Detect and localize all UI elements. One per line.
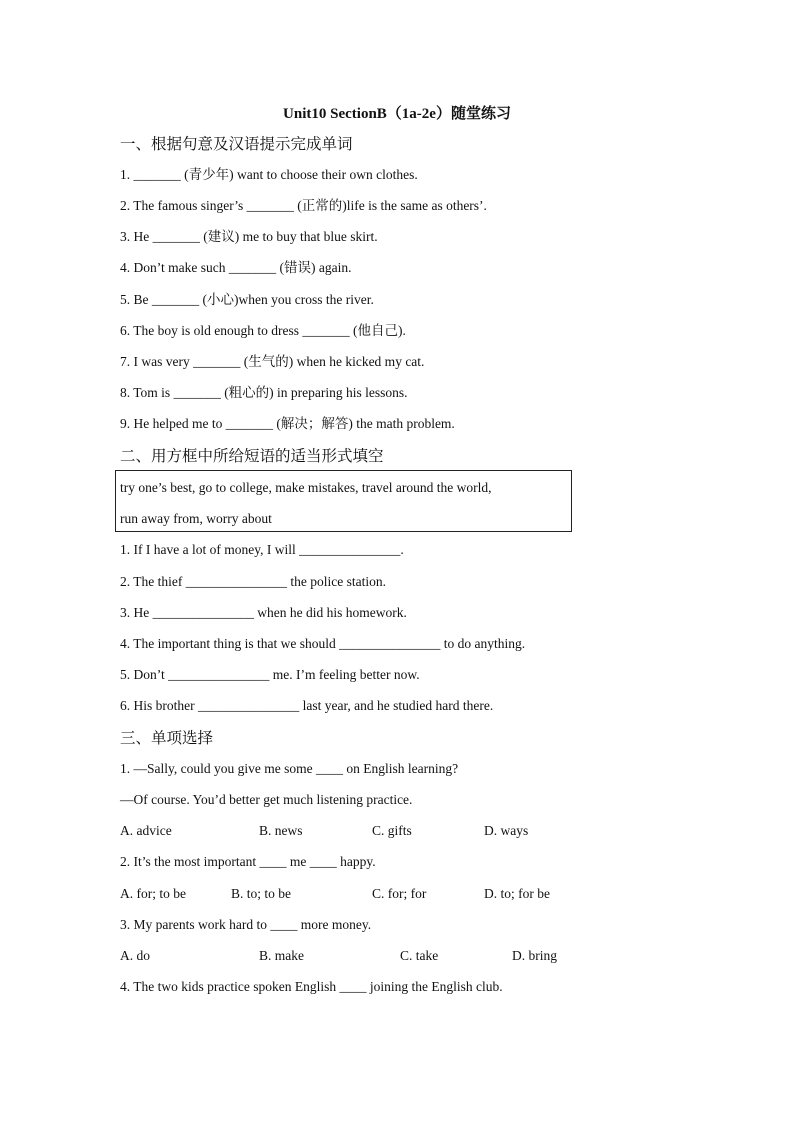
s2-item-6: 6. His brother _______________ last year, and he studied hard there. — [120, 698, 494, 713]
s3-question-4: 4. The two kids practice spoken English ____ joining the English club. — [120, 979, 503, 994]
s1-item-7: 7. I was very _______ (生气的) when he kicked my cat. — [120, 354, 425, 369]
s1-item-8: 8. Tom is _______ (粗心的) in preparing his lessons. — [120, 385, 408, 400]
s2-item-3: 3. He _______________ when he did his homework. — [120, 605, 407, 620]
phrase-box — [115, 470, 572, 532]
q3-option-d: D. bring — [512, 948, 557, 963]
s2-item-4: 4. The important thing is that we should _______________ to do anything. — [120, 636, 526, 651]
phrase-box-line-1: try one’s best, go to college, make mistakes, travel around the world, — [120, 480, 492, 495]
s1-item-5: 5. Be _______ (小心)when you cross the river. — [120, 292, 374, 307]
q1-option-b: B. news — [259, 823, 303, 838]
phrase-box-line-2: run away from, worry about — [120, 511, 272, 526]
q1-option-a: A. advice — [120, 823, 172, 838]
section-2-heading: 二、用方框中所给短语的适当形式填空 — [120, 447, 384, 465]
s1-item-9: 9. He helped me to _______ (解决；解答) the math problem. — [120, 416, 455, 431]
q3-option-a: A. do — [120, 948, 150, 963]
s1-item-6: 6. The boy is old enough to dress _______ (他自己). — [120, 323, 406, 338]
q2-option-c: C. for; for — [372, 886, 427, 901]
q1-option-d: D. ways — [484, 823, 529, 838]
q2-option-b: B. to; to be — [231, 886, 291, 901]
s3-question-1-reply: —Of course. You’d better get much listening practice. — [120, 792, 413, 807]
section-1-heading: 一、根据句意及汉语提示完成单词 — [120, 135, 353, 153]
s3-question-1: 1. —Sally, could you give me some ____ on English learning? — [120, 761, 459, 776]
s1-item-3: 3. He _______ (建议) me to buy that blue skirt. — [120, 229, 378, 244]
s1-item-2: 2. The famous singer’s _______ (正常的)life is the same as others’. — [120, 198, 487, 213]
s1-item-1: 1. _______ (青少年) want to choose their own clothes. — [120, 167, 418, 182]
page-title: Unit10 SectionB（1a-2e）随堂练习 — [283, 106, 511, 122]
s2-item-1: 1. If I have a lot of money, I will _______________. — [120, 542, 404, 557]
s2-item-5: 5. Don’t _______________ me. I’m feeling better now. — [120, 667, 420, 682]
s1-item-4: 4. Don’t make such _______ (错误) again. — [120, 260, 352, 275]
s2-item-2: 2. The thief _______________ the police station. — [120, 574, 386, 589]
q1-option-c: C. gifts — [372, 823, 412, 838]
s3-question-3: 3. My parents work hard to ____ more money. — [120, 917, 372, 932]
q2-option-a: A. for; to be — [120, 886, 186, 901]
s3-question-2: 2. It’s the most important ____ me ____ happy. — [120, 854, 376, 869]
q3-option-c: C. take — [400, 948, 439, 963]
section-3-heading: 三、单项选择 — [120, 729, 214, 747]
q2-option-d: D. to; for be — [484, 886, 550, 901]
q3-option-b: B. make — [259, 948, 304, 963]
